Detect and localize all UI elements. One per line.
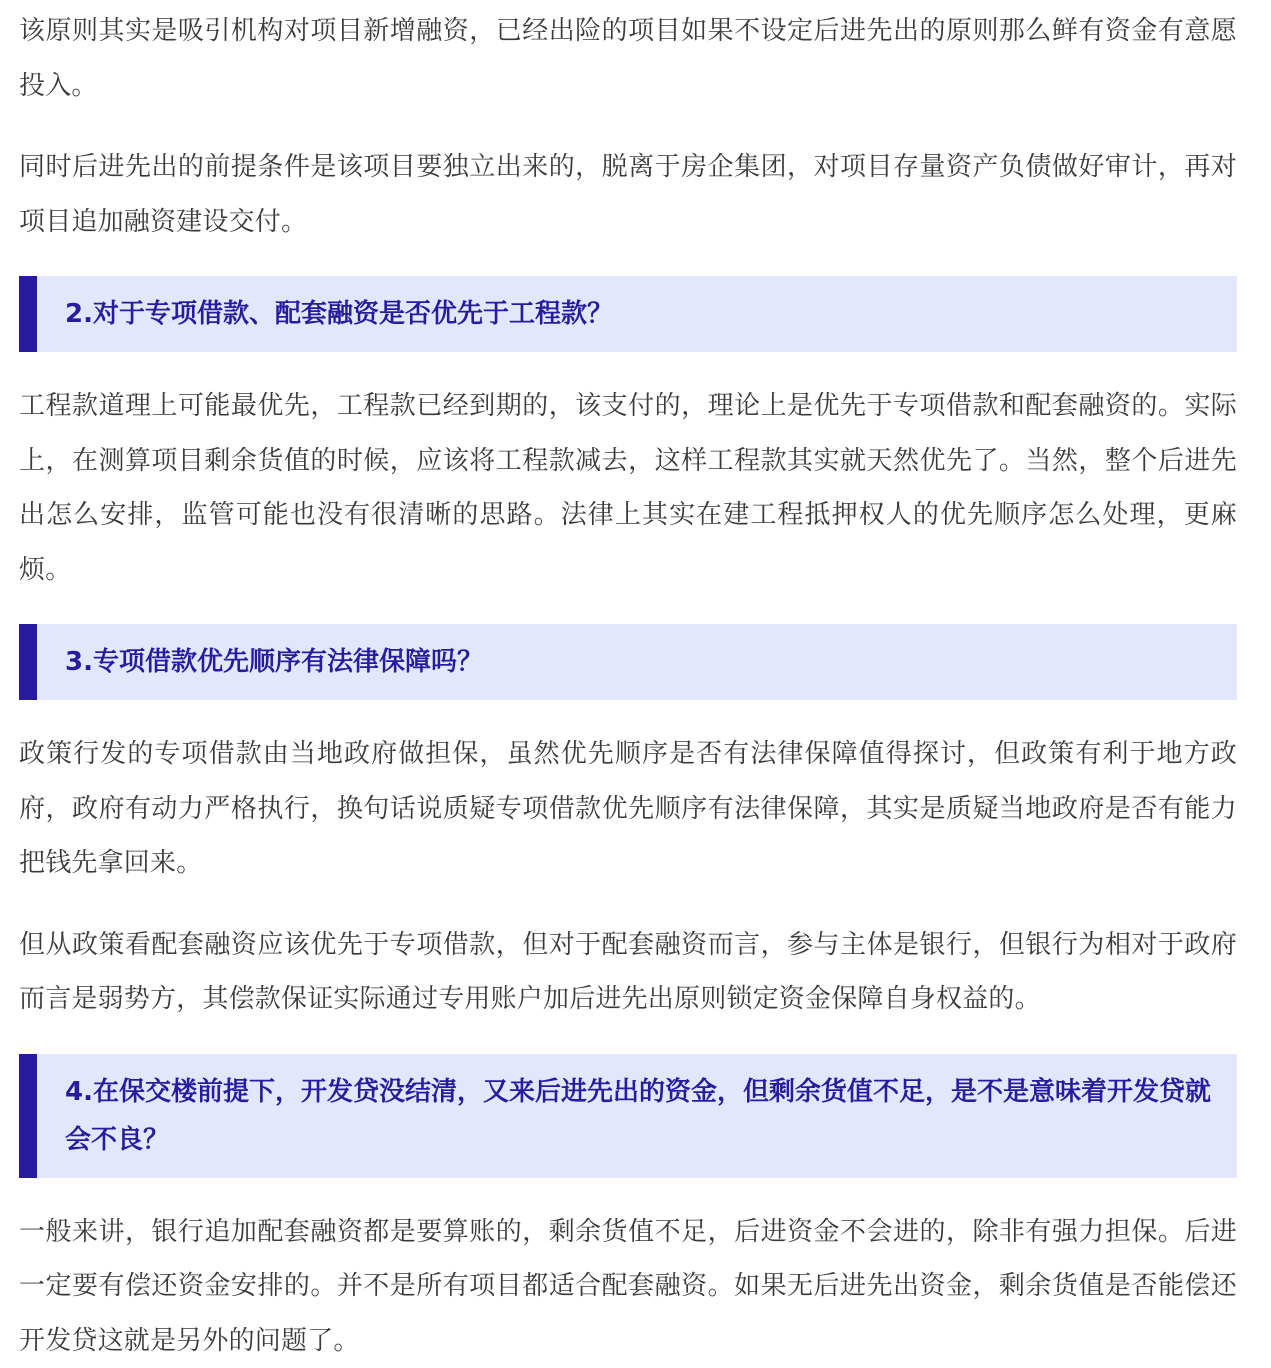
section-heading-4 <box>19 1054 1237 1178</box>
paragraph-5: 但从政策看配套融资应该优先于专项借款，但对于配套融资而言，参与主体是银行，但银行为相对于政府而言是弱势方，其偿款保证实际通过专用账户加后进先出原则锁定资金保障自身权益的。 <box>19 918 1237 1027</box>
paragraph-4: 政策行发的专项借款由当地政府做担保，虽然优先顺序是否有法律保障值得探讨，但政策有利于地方政府，政府有动力严格执行，换句话说质疑专项借款优先顺序有法律保障，其实是质疑当地政府是否有能力把钱先拿回来。 <box>19 727 1237 891</box>
section-heading-2 <box>19 276 1237 352</box>
paragraph-2: 同时后进先出的前提条件是该项目要独立出来的，脱离于房企集团，对项目存量资产负债做好审计，再对项目追加融资建设交付。 <box>19 140 1237 249</box>
section-heading-3-text: 3.专项借款优先顺序有法律保障吗？ <box>65 638 1217 686</box>
paragraph-1: 该原则其实是吸引机构对项目新增融资，已经出险的项目如果不设定后进先出的原则那么鲜有资金有意愿投入。 <box>19 4 1237 113</box>
article-body <box>19 0 1237 1368</box>
section-heading-4-text: 4.在保交楼前提下，开发贷没结清，又来后进先出的资金，但剩余货值不足，是不是意味着开发贷就会不良？ <box>65 1068 1217 1164</box>
section-heading-3 <box>19 624 1237 700</box>
section-heading-2-text: 2.对于专项借款、配套融资是否优先于工程款？ <box>65 290 1217 338</box>
paragraph-6: 一般来讲，银行追加配套融资都是要算账的，剩余货值不足，后进资金不会进的，除非有强力担保。后进一定要有偿还资金安排的。并不是所有项目都适合配套融资。如果无后进先出资金，剩余货值是否能偿还开发贷这就是另外的问题了。 <box>19 1205 1237 1368</box>
paragraph-3: 工程款道理上可能最优先，工程款已经到期的，该支付的，理论上是优先于专项借款和配套融资的。实际上，在测算项目剩余货值的时候，应该将工程款减去，这样工程款其实就天然优先了。当然，整个后进先出怎么安排，监管可能也没有很清晰的思路。法律上其实在建工程抵押权人的优先顺序怎么处理，更麻烦。 <box>19 379 1237 597</box>
